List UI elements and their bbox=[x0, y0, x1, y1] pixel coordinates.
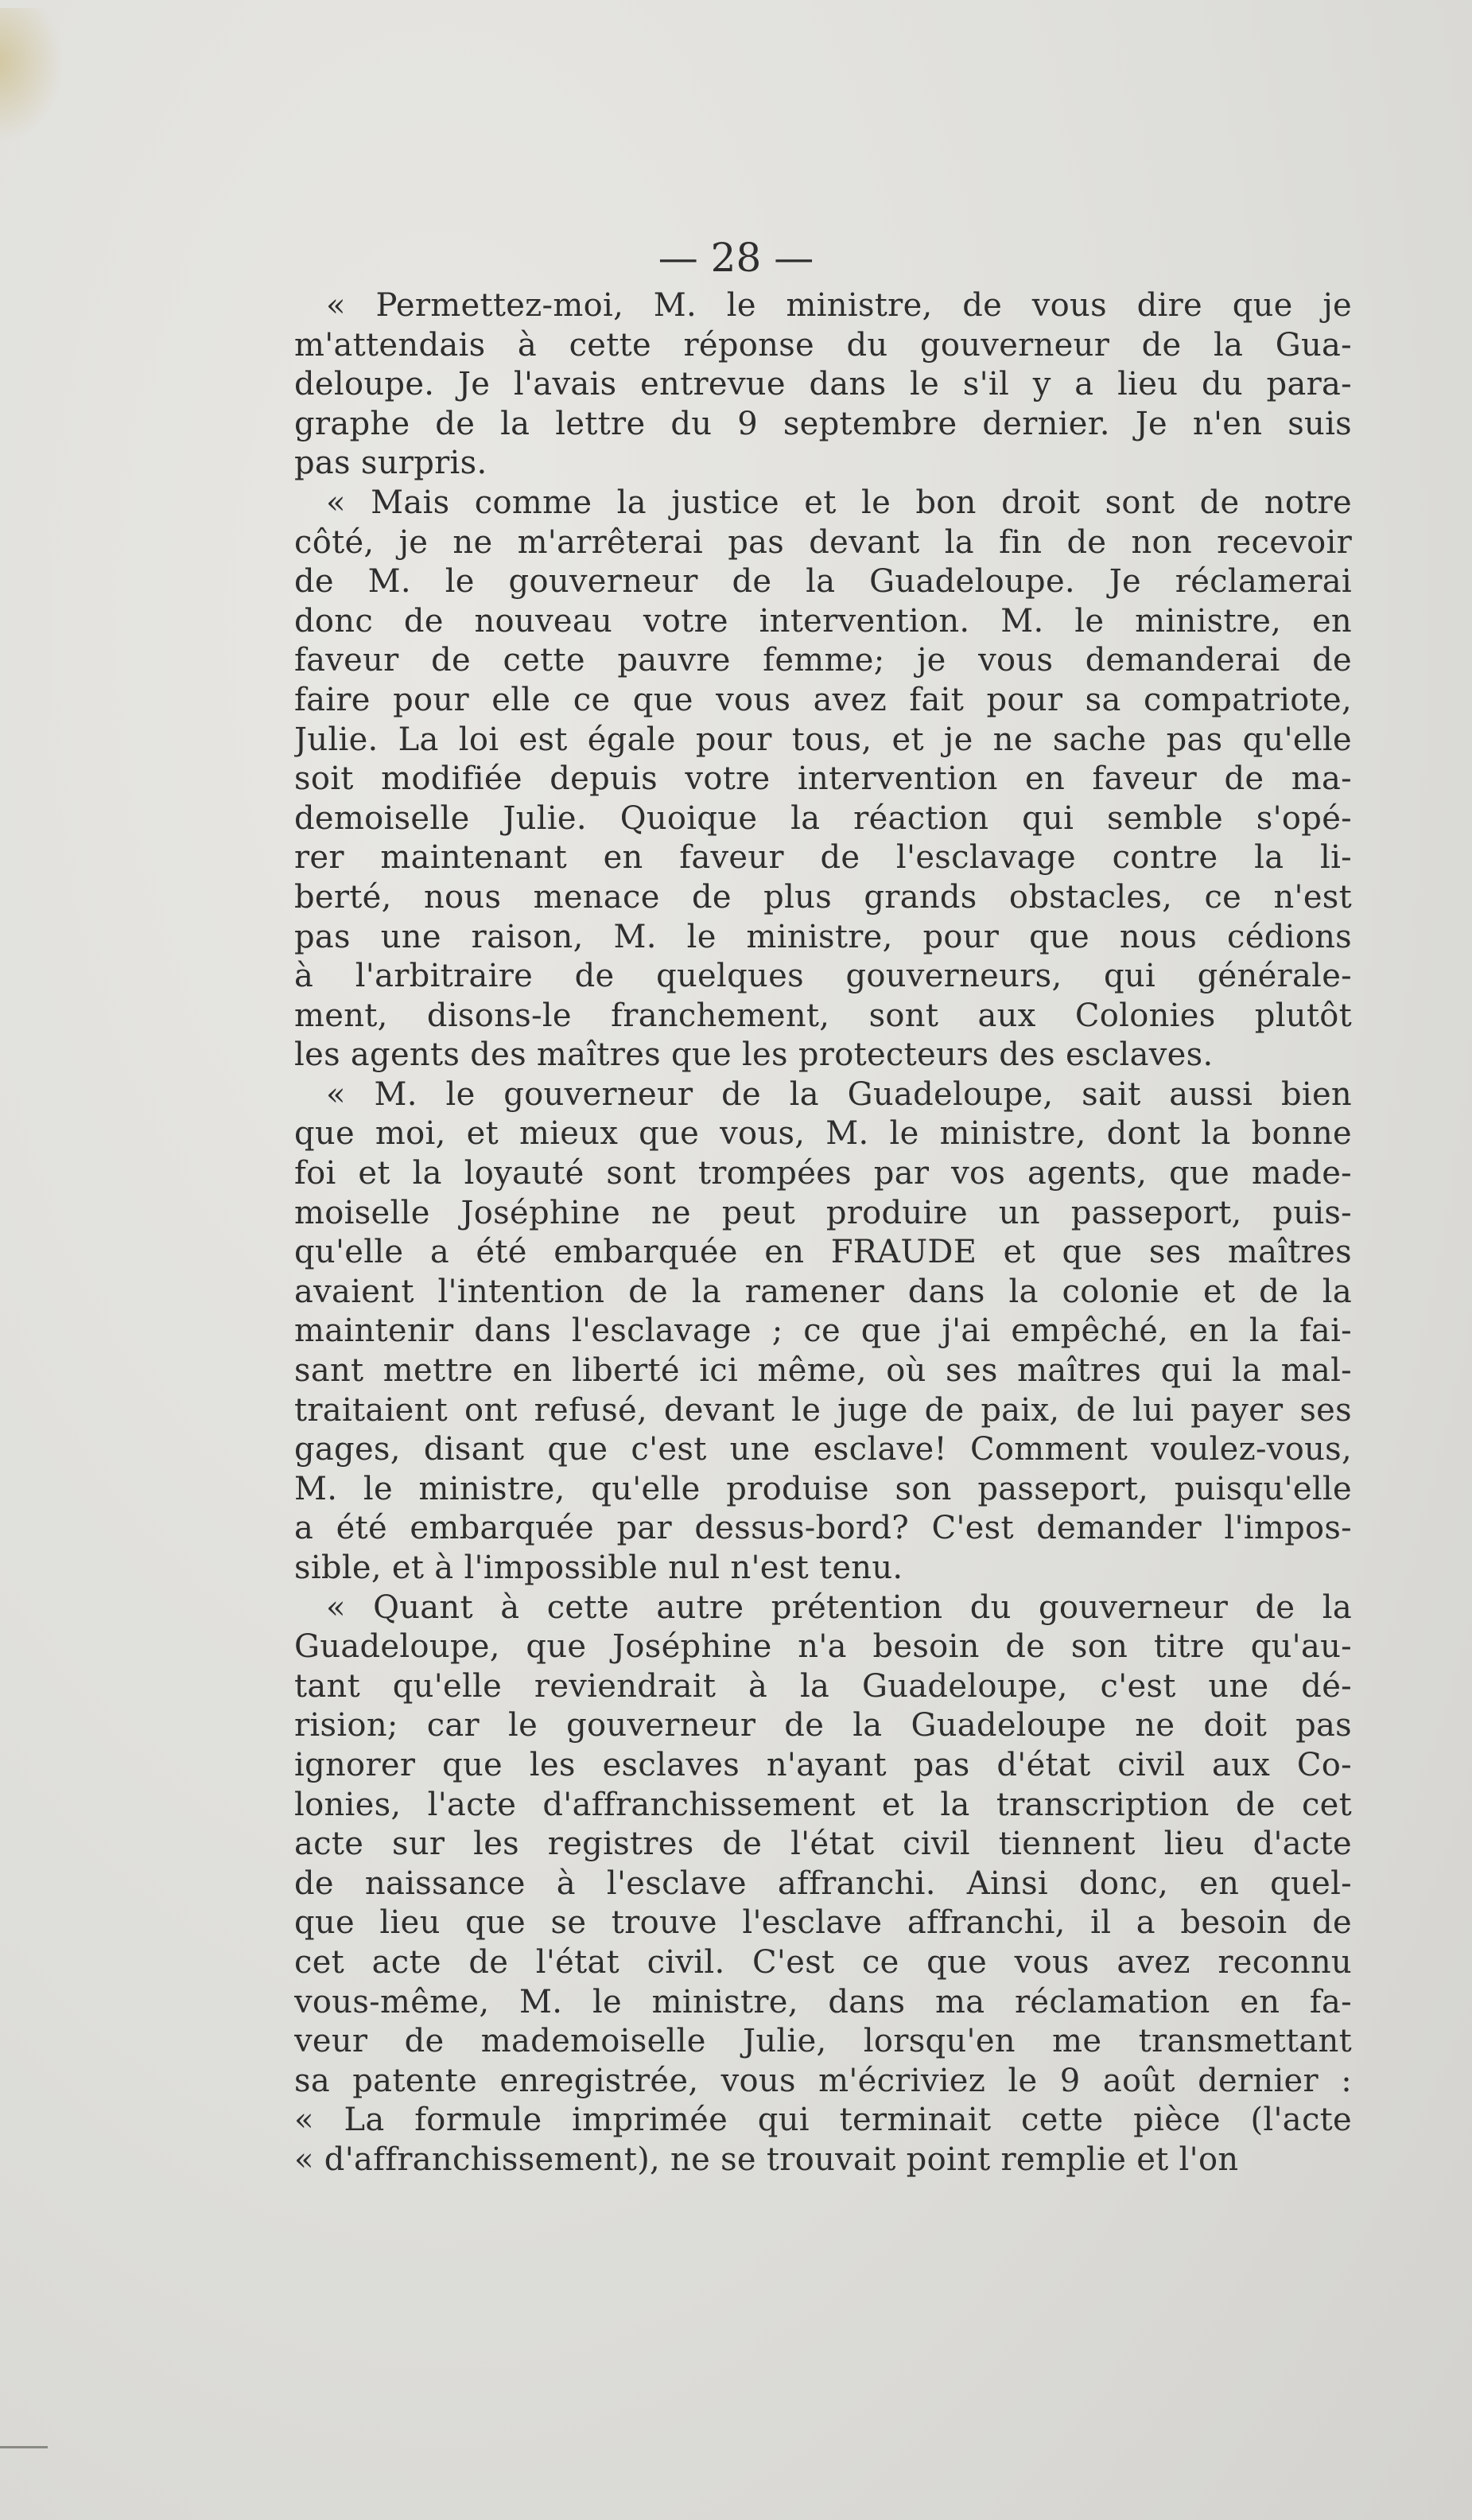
text-line: de M. le gouverneur de la Guadeloupe. Je réclamerai bbox=[294, 563, 1352, 601]
text-line: pas surpris. bbox=[294, 445, 487, 482]
text-line: que moi, et mieux que vous, M. le ministre, dont la bonne bbox=[294, 1115, 1352, 1153]
text-line: m'attendais à cette réponse du gouverneur de la Gua- bbox=[294, 326, 1352, 364]
text-line: tant qu'elle reviendrait à la Guadeloupe, c'est une dé- bbox=[294, 1667, 1352, 1705]
text-line: acte sur les registres de l'état civil tiennent lieu d'acte bbox=[294, 1826, 1352, 1863]
text-line: ment, disons-le franchement, sont aux Colonies plutôt bbox=[294, 997, 1352, 1034]
page-number: — 28 — bbox=[658, 235, 814, 281]
text-line: maintenir dans l'esclavage ; ce que j'ai empêché, en la fai- bbox=[294, 1312, 1352, 1350]
text-line: « Mais comme la justice et le bon droit sont de notre bbox=[326, 484, 1352, 521]
text-line: « Permettez-moi, M. le ministre, de vous dire que je bbox=[326, 287, 1352, 324]
text-line: M. le ministre, qu'elle produise son passeport, puisqu'elle bbox=[294, 1470, 1352, 1507]
text-line: gages, disant que c'est une esclave! Comment voulez-vous, bbox=[294, 1431, 1352, 1468]
text-line: « La formule imprimée qui terminait cette pièce (l'acte bbox=[294, 2102, 1352, 2139]
text-line: avaient l'intention de la ramener dans la colonie et de la bbox=[294, 1273, 1352, 1310]
text-line: « Quant à cette autre prétention du gouverneur de la bbox=[326, 1589, 1352, 1626]
text-line: deloupe. Je l'avais entrevue dans le s'il y a lieu du para- bbox=[294, 366, 1352, 403]
text-line: donc de nouveau votre intervention. M. le ministre, en bbox=[294, 602, 1352, 640]
text-line: côté, je ne m'arrêterai pas devant la fin de non recevoir bbox=[294, 523, 1352, 561]
text-line: faveur de cette pauvre femme; je vous demanderai de bbox=[294, 642, 1352, 679]
text-line: « M. le gouverneur de la Guadeloupe, sait aussi bien bbox=[326, 1075, 1352, 1113]
text-line: faire pour elle ce que vous avez fait pour sa compatriote, bbox=[294, 681, 1352, 718]
text-line: berté, nous menace de plus grands obstacles, ce n'est bbox=[294, 878, 1352, 916]
text-line: moiselle Joséphine ne peut produire un passeport, puis- bbox=[294, 1194, 1352, 1231]
margin-mark bbox=[0, 2446, 48, 2448]
text-line: traitaient ont refusé, devant le juge de paix, de lui payer ses bbox=[294, 1391, 1352, 1429]
text-line: foi et la loyauté sont trompées par vos agents, que made- bbox=[294, 1155, 1352, 1192]
paper-stain bbox=[0, 8, 64, 143]
text-line: de naissance à l'esclave affranchi. Ainsi donc, en quel- bbox=[294, 1865, 1352, 1902]
text-line: « d'affranchissement), ne se trouvait point remplie et l'on bbox=[294, 2141, 1239, 2178]
text-line: sa patente enregistrée, vous m'écriviez le 9 août dernier : bbox=[294, 2062, 1352, 2099]
body-text bbox=[294, 286, 1352, 2180]
text-line: à l'arbitraire de quelques gouverneurs, qui générale- bbox=[294, 958, 1352, 995]
text-line: demoiselle Julie. Quoique la réaction qui semble s'opé- bbox=[294, 799, 1352, 837]
text-line: Guadeloupe, que Joséphine n'a besoin de son titre qu'au- bbox=[294, 1628, 1352, 1666]
text-line: sant mettre en liberté ici même, où ses maîtres qui la mal- bbox=[294, 1352, 1352, 1390]
text-line: vous-même, M. le ministre, dans ma réclamation en fa- bbox=[294, 1983, 1352, 2020]
text-line: les agents des maîtres que les protecteurs des esclaves. bbox=[294, 1036, 1214, 1074]
text-line: qu'elle a été embarquée en FRAUDE et que ses maîtres bbox=[294, 1234, 1352, 1271]
text-line: cet acte de l'état civil. C'est ce que vous avez reconnu bbox=[294, 1943, 1352, 1981]
text-line: a été embarquée par dessus-bord? C'est demander l'impos- bbox=[294, 1510, 1352, 1547]
text-line: lonies, l'acte d'affranchissement et la transcription de cet bbox=[294, 1786, 1352, 1823]
text-line: pas une raison, M. le ministre, pour que nous cédions bbox=[294, 918, 1352, 955]
text-line: que lieu que se trouve l'esclave affranchi, il a besoin de bbox=[294, 1904, 1352, 1942]
text-line: rer maintenant en faveur de l'esclavage contre la li- bbox=[294, 839, 1352, 877]
text-line: veur de mademoiselle Julie, lorsqu'en me transmettant bbox=[294, 2023, 1352, 2060]
text-line: soit modifiée depuis votre intervention en faveur de ma- bbox=[294, 760, 1352, 798]
text-line: ignorer que les esclaves n'ayant pas d'état civil aux Co- bbox=[294, 1746, 1352, 1783]
text-line: Julie. La loi est égale pour tous, et je ne sache pas qu'elle bbox=[294, 721, 1352, 758]
text-line: graphe de la lettre du 9 septembre dernier. Je n'en suis bbox=[294, 405, 1352, 442]
text-line: rision; car le gouverneur de la Guadeloupe ne doit pas bbox=[294, 1707, 1352, 1744]
text-line: sible, et à l'impossible nul n'est tenu. bbox=[294, 1550, 903, 1586]
